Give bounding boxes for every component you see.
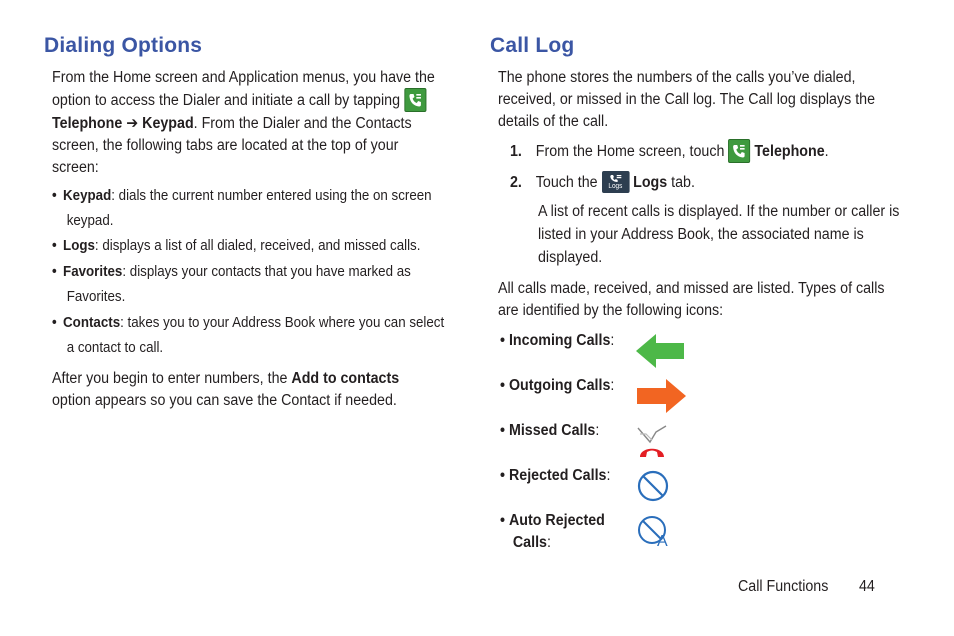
dialing-options-heading: Dialing Options xyxy=(44,34,203,57)
auto-rejected-call-icon xyxy=(636,514,672,548)
missed-call-icon xyxy=(636,424,670,460)
green-left-arrow-icon xyxy=(636,334,686,368)
rejected-call-icon xyxy=(636,469,670,503)
rejected-calls-item: • Rejected Calls: xyxy=(500,467,611,484)
after-entering-paragraph: After you begin to enter numbers, the Add to contacts option appears so you can save the Contact if needed. xyxy=(52,370,400,409)
step-2: 2. Touch the Logs Logs tab. xyxy=(510,172,896,194)
bullet-favorites: • Favorites: displays your contacts that you have marked as Favorites. xyxy=(52,264,411,305)
step-2-detail: A list of recent calls is displayed. If the number or caller is listed in your Address Book, the associated name is displayed. xyxy=(538,203,900,266)
call-log-heading: Call Log xyxy=(490,34,575,57)
logs-tab-icon: Logs xyxy=(602,171,630,193)
telephone-icon xyxy=(728,139,750,163)
bullet-contacts: • Contacts: takes you to your Address Book where you can select a contact to call. xyxy=(52,315,445,356)
auto-rejected-calls-item: • Auto Rejected Calls: xyxy=(500,512,605,551)
outgoing-calls-item: • Outgoing Calls: xyxy=(500,377,615,394)
missed-calls-item: • Missed Calls: xyxy=(500,422,600,439)
footer-page-number: 44 xyxy=(859,578,875,595)
bullet-keypad: • Keypad: dials the current number entered using the on screen keypad. xyxy=(52,188,432,229)
orange-right-arrow-icon xyxy=(636,379,686,413)
step-1: 1. From the Home screen, touch Telephone. xyxy=(510,140,896,164)
footer-section: Call Functions xyxy=(738,578,829,595)
bullet-logs: • Logs: displays a list of all dialed, received, and missed calls. xyxy=(52,238,421,254)
auto-letter: A xyxy=(657,533,668,548)
call-log-intro: The phone stores the numbers of the calls you’ve dialed, received, or missed in the Call log. The Call log displays the details of the call. xyxy=(498,69,876,130)
call-types-intro: All calls made, received, and missed are listed. Types of calls are identified by the following icons: xyxy=(498,280,885,319)
dialing-intro: From the Home screen and Application menus, you have the option to access the Dialer and initiate a call by tapping Telephone ➔ Keypad. From the Dialer and the Contacts screen, the following tabs are located at the top of your screen: xyxy=(52,69,435,176)
incoming-calls-item: • Incoming Calls: xyxy=(500,332,615,349)
telephone-icon xyxy=(404,88,426,112)
